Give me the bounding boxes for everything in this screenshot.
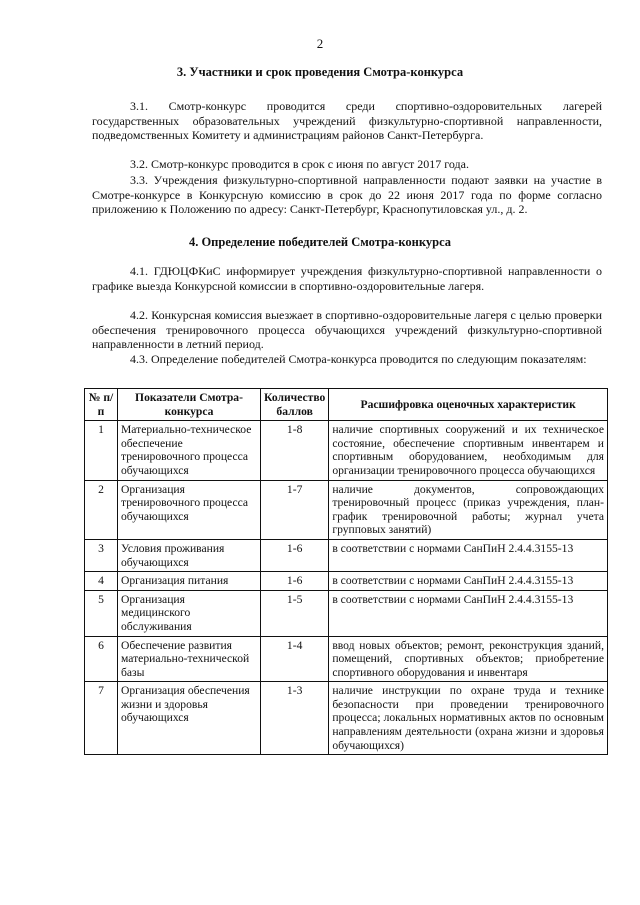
table-row <box>85 682 608 755</box>
table-row <box>85 572 608 591</box>
row-indicator: Обеспечение развития материально-технической базы <box>118 636 261 682</box>
table-row <box>85 480 608 539</box>
criteria-table <box>84 388 608 755</box>
row-description: наличие спортивных сооружений и их техническое состояние, обеспечение спортивным инвентарем и спортивным оборудованием, необходимым для организации тренировочного процесса обучающихся <box>329 421 608 480</box>
row-points: 1-4 <box>261 636 329 682</box>
row-num: 2 <box>85 480 118 539</box>
row-num: 3 <box>85 539 118 571</box>
row-points: 1-8 <box>261 421 329 480</box>
row-indicator: Организация тренировочного процесса обучающихся <box>118 480 261 539</box>
row-num: 4 <box>85 572 118 591</box>
row-num: 5 <box>85 590 118 636</box>
row-points: 1-3 <box>261 682 329 755</box>
row-indicator: Организация питания <box>118 572 261 591</box>
row-description: ввод новых объектов; ремонт, реконструкция зданий, помещений, спортивных объектов; приобретение спортивного оборудования и инвентаря <box>329 636 608 682</box>
row-description: в соответствии с нормами СанПиН 2.4.4.3155-13 <box>329 590 608 636</box>
table-row <box>85 590 608 636</box>
header-num: № п/п <box>85 389 118 421</box>
row-description: наличие документов, сопровождающих тренировочный процесс (приказ учреждения, план-график тренировочной работы; журнал учета групповых занятий) <box>329 480 608 539</box>
paragraph-4-2: 4.2. Конкурсная комиссия выезжает в спортивно-оздоровительные лагеря с целью проверки обеспечения тренировочного процесса обучающихся учреждений физкультурно-спортивной направленности в летний период. <box>92 308 602 351</box>
row-points: 1-6 <box>261 539 329 571</box>
header-indicator: Показатели Смотра-конкурса <box>118 389 261 421</box>
paragraph-3-2: 3.2. Смотр-конкурс проводится в срок с июня по август 2017 года. <box>130 157 469 171</box>
page-number: 2 <box>316 36 324 51</box>
row-indicator: Материально-техническое обеспечение тренировочного процесса обучающихся <box>118 421 261 480</box>
row-indicator: Условия проживания обучающихся <box>118 539 261 571</box>
row-indicator: Организация обеспечения жизни и здоровья обучающихся <box>118 682 261 755</box>
row-num: 6 <box>85 636 118 682</box>
header-points: Количество баллов <box>261 389 329 421</box>
paragraph-4-3: 4.3. Определение победителей Смотра-конкурса проводится по следующим показателям: <box>130 352 587 366</box>
table-row <box>85 636 608 682</box>
section-4-heading: 4. Определение победителей Смотра-конкурса <box>188 235 452 249</box>
row-points: 1-7 <box>261 480 329 539</box>
paragraph-4-1: 4.1. ГДЮЦФКиС информирует учреждения физкультурно-спортивной направленности о графике выезда Конкурсной комиссии в спортивно-оздоровительные лагеря. <box>92 264 602 293</box>
row-description: в соответствии с нормами СанПиН 2.4.4.3155-13 <box>329 539 608 571</box>
header-description: Расшифровка оценочных характеристик <box>329 389 608 421</box>
row-num: 7 <box>85 682 118 755</box>
row-indicator: Организация медицинского обслуживания <box>118 590 261 636</box>
paragraph-3-1: 3.1. Смотр-конкурс проводится среди спортивно-оздоровительных лагерей государственных образовательных учреждений физкультурно-спортивной направленности, подведомственных Комитету и администрациям районов Санкт-Петербурга. <box>92 99 602 142</box>
table-row <box>85 539 608 571</box>
table-header-row <box>85 389 608 421</box>
row-points: 1-6 <box>261 572 329 591</box>
row-description: наличие инструкции по охране труда и технике безопасности при проведении тренировочного процесса; локальных нормативных актов по основным направлениям деятельности (охрана жизни и здоровья обучающихся) <box>329 682 608 755</box>
paragraph-3-3: 3.3. Учреждения физкультурно-спортивной направленности подают заявки на участие в Смотре-конкурсе в Конкурсную комиссию в срок до 22 июня 2017 года по форме согласно приложению к Положению по адресу: Санкт-Петербург, Краснопутиловская ул., д. 2. <box>92 173 602 216</box>
row-description: в соответствии с нормами СанПиН 2.4.4.3155-13 <box>329 572 608 591</box>
section-3-heading: 3. Участники и срок проведения Смотра-конкурса <box>176 65 464 79</box>
row-num: 1 <box>85 421 118 480</box>
table-row <box>85 421 608 480</box>
row-points: 1-5 <box>261 590 329 636</box>
